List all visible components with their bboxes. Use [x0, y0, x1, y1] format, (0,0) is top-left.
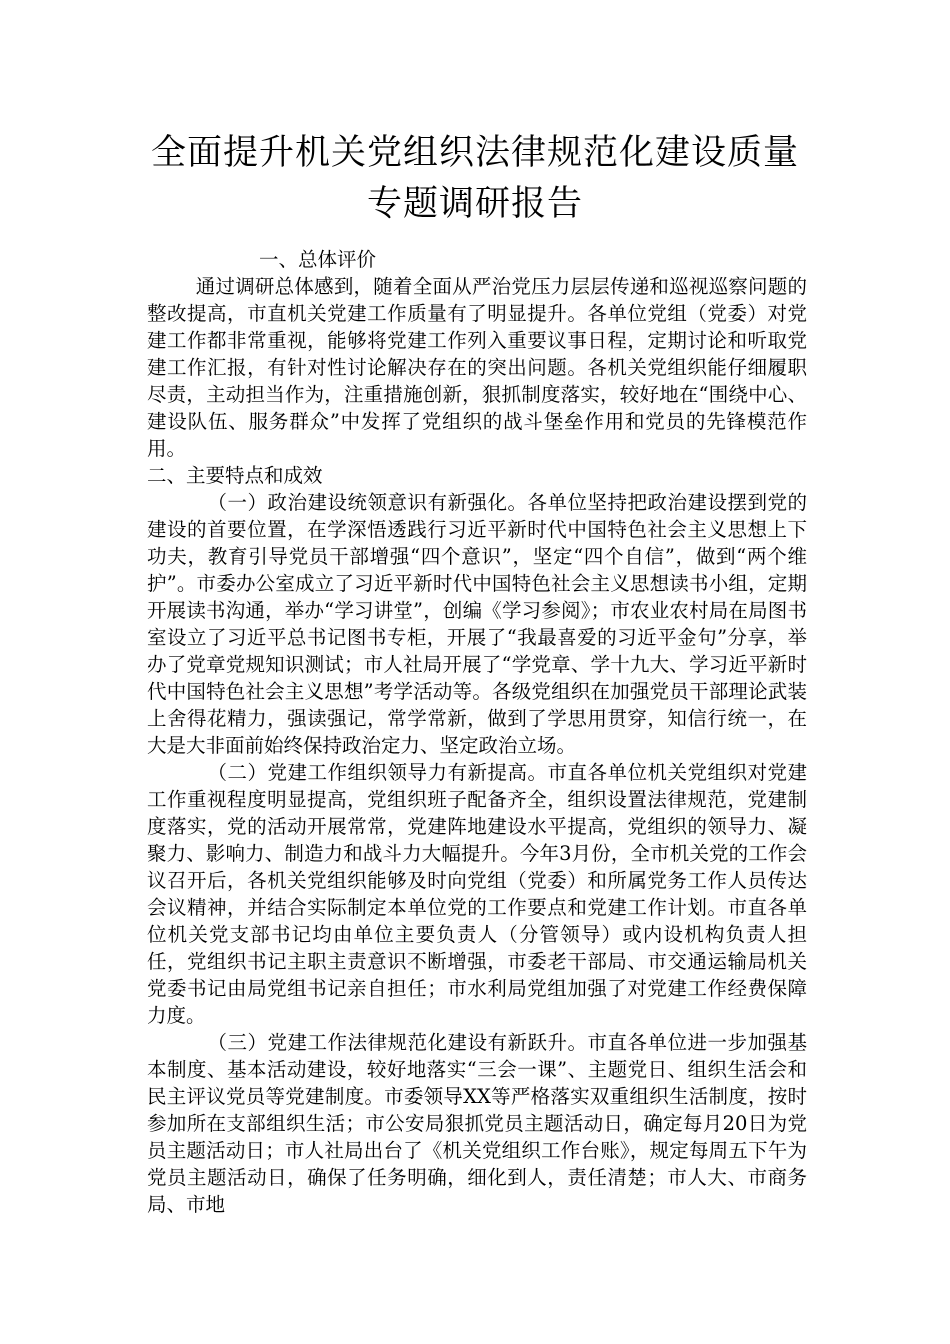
document-body: [147, 246, 807, 1218]
document-title-line-2: 专题调研报告: [366, 184, 583, 224]
paragraph-organizational-leadership: （二）党建工作组织领导力有新提高。市直各单位机关党组织对党建工作重视程度明显提高，党组织班子配备齐全，组织设置法律规范，党建制度落实，党的活动开展常常，党建阵地建设水平提高，党组织的领导力、凝聚力、影响力、制造力和战斗力大幅提升。今年3月份，全市机关党的工作会议召开后，各机关党组织能够及时向党组（党委）和所属党务工作人员传达会议精神，并结合实际制定本单位党的工作要点和党建工作计划。市直各单位机关党支部书记均由单位主要负责人（分管领导）或内设机构负责人担任，党组织书记主职主责意识不断增强，市委老干部局、市交通运输局机关党委书记由局党组书记亲自担任；市水利局党组加强了对党建工作经费保障力度。: [147, 761, 807, 1027]
section-1-paragraph: 通过调研总体感到，随着全面从严治党压力层层传递和巡视巡察问题的整改提高，市直机关党建工作质量有了明显提升。各单位党组（党委）对党建工作都非常重视，能够将党建工作列入重要议事日程，定期讨论和听取党建工作汇报，有针对性讨论解决存在的突出问题。各机关党组织能仔细履职尽责，主动担当作为，注重措施创新，狠抓制度落实，较好地在“围绕中心、建设队伍、服务群众”中发挥了党组织的战斗堡垒作用和党员的先锋模范作用。: [147, 275, 807, 460]
section-1-heading: 一、总体评价: [259, 248, 377, 271]
paragraph-political-building: （一）政治建设统领意识有新强化。各单位坚持把政治建设摆到党的建设的首要位置，在学深悟透践行习近平新时代中国特色社会主义思想上下功夫，教育引导党员干部增强“四个意识”，坚定“四个自信”，做到“两个维护”。市委办公室成立了习近平新时代中国特色社会主义思想读书小组，定期开展读书沟通，举办“学习讲堂”，创编《学习参阅》；市农业农村局在局图书室设立了习近平总书记图书专柜，开展了“我最喜爱的习近平金句”分享，举办了党章党规知识测试；市人社局开展了“学党章、学十九大、学习近平新时代中国特色社会主义思想”考学活动等。各级党组织在加强党员干部理论武装上舍得花精力，强读强记，常学常新，做到了学思用贯穿，知信行统一，在大是大非面前始终保持政治定力、坚定政治立场。: [147, 491, 807, 757]
paragraph-legal-standardization: （三）党建工作法律规范化建设有新跃升。市直各单位进一步加强基本制度、基本活动建设，较好地落实“三会一课”、主题党日、组织生活会和民主评议党员等党建制度。市委领导XX等严格落实双重组织生活制度，按时参加所在支部组织生活；市公安局狠抓党员主题活动日，确定每月20日为党员主题活动日；市人社局出台了《机关党组织工作台账》，规定每周五下午为党员主题活动日，确保了任务明确，细化到人，责任清楚；市人大、市商务局、市地: [147, 1031, 807, 1216]
section-2-heading: 二、主要特点和成效: [147, 464, 323, 487]
document-title-line-1: 全面提升机关党组织法律规范化建设质量: [150, 133, 799, 173]
